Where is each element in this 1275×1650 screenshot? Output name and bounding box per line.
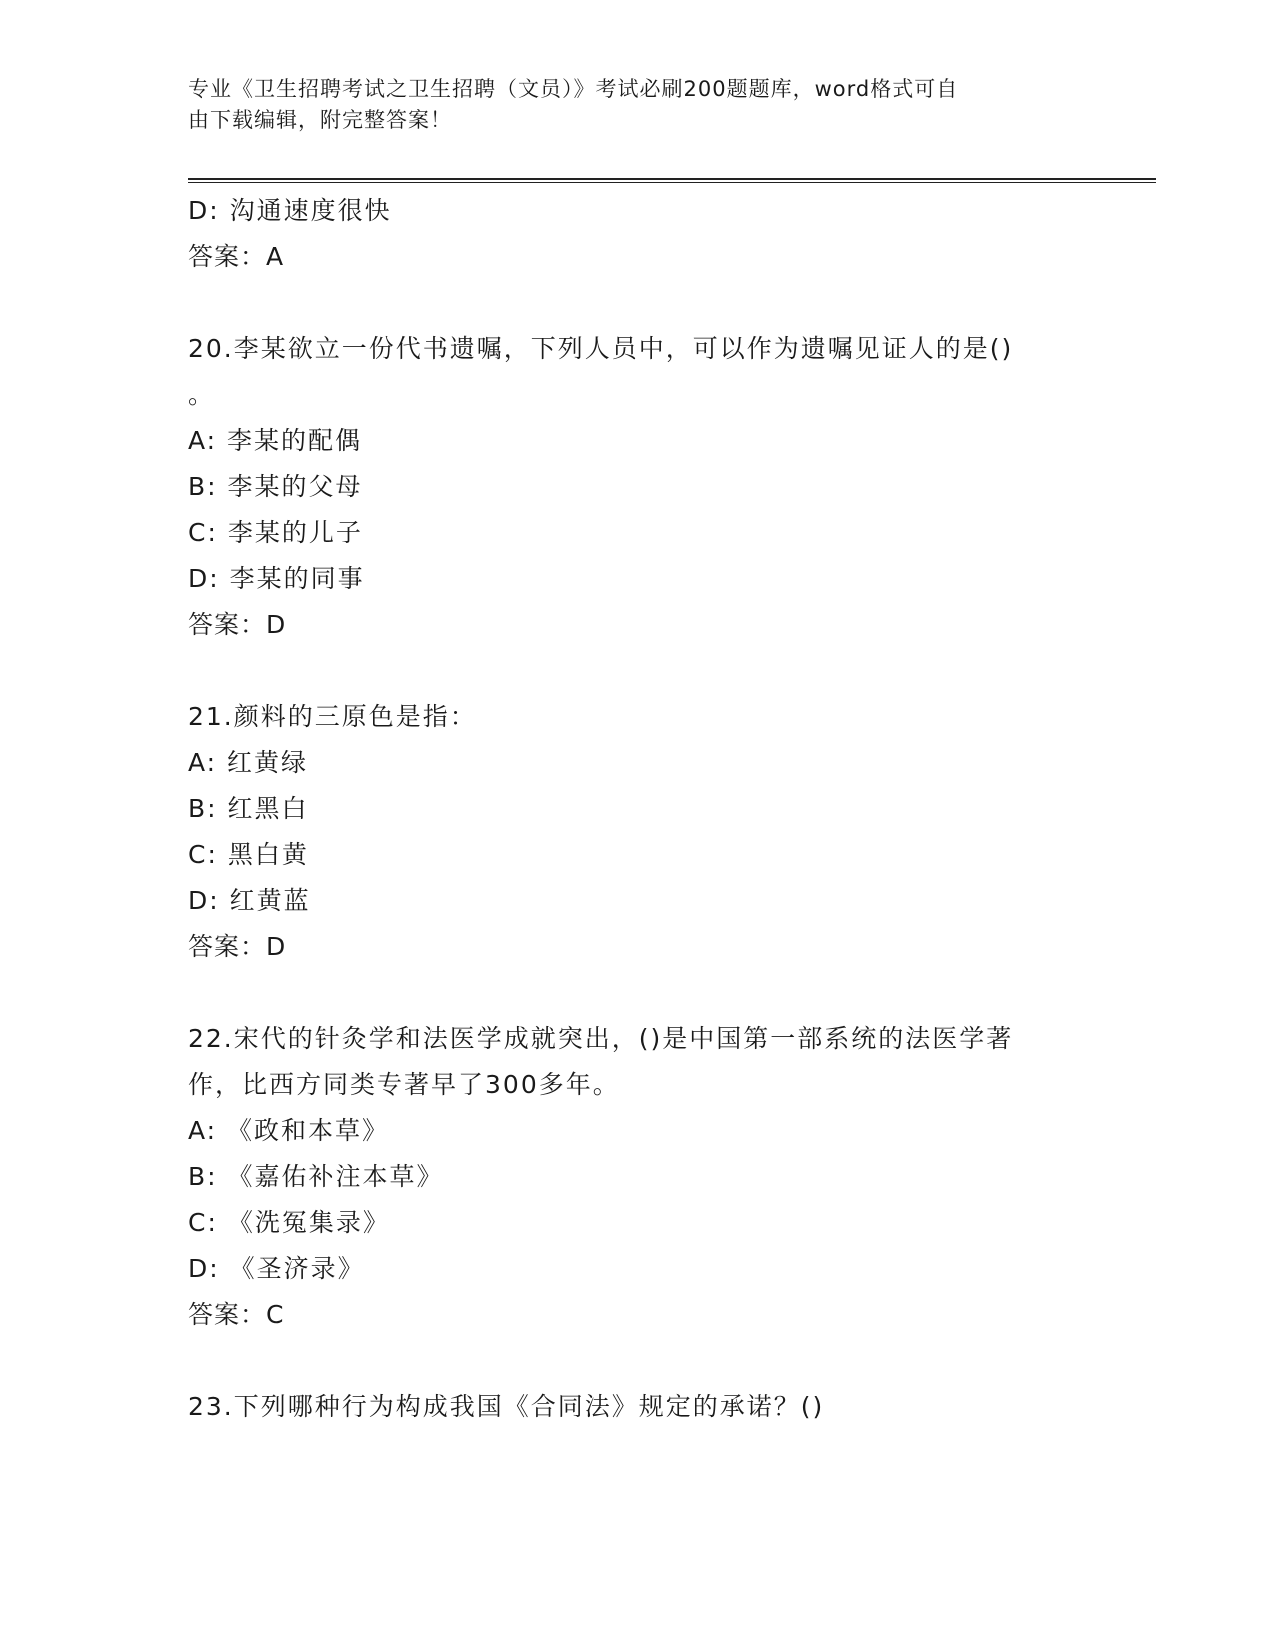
- option-b: B: 李某的父母: [188, 472, 363, 501]
- question-text-cont: 。: [188, 380, 216, 409]
- question-text: 20.李某欲立一份代书遗嘱，下列人员中，可以作为遗嘱见证人的是(): [188, 334, 1014, 363]
- option-d: D: 《圣济录》: [188, 1254, 365, 1283]
- question-text: 21.颜料的三原色是指：: [188, 702, 477, 731]
- question-text-cont: 作，比西方同类专著早了300多年。: [188, 1070, 620, 1099]
- answer: 答案：C: [188, 1300, 285, 1329]
- option-c: C: 李某的儿子: [188, 518, 363, 547]
- question-text: 22.宋代的针灸学和法医学成就突出，()是中国第一部系统的法医学著: [188, 1024, 1014, 1053]
- header-line-1: 专业《卫生招聘考试之卫生招聘（文员）》考试必刷200题题库，word格式可自: [188, 77, 959, 101]
- question-list: [188, 188, 1088, 1430]
- header-divider: [188, 178, 1156, 183]
- question-22: [188, 1016, 1088, 1338]
- option-a: A: 李某的配偶: [188, 426, 363, 455]
- question-text: 23.下列哪种行为构成我国《合同法》规定的承诺？(): [188, 1392, 825, 1421]
- prev-option-d: D: 沟通速度很快: [188, 196, 392, 225]
- option-a: A: 《政和本草》: [188, 1116, 390, 1145]
- question-23: [188, 1384, 1088, 1430]
- option-c: C: 《洗冤集录》: [188, 1208, 390, 1237]
- question-21: [188, 694, 1088, 970]
- option-a: A: 红黄绿: [188, 748, 309, 777]
- option-d: D: 红黄蓝: [188, 886, 311, 915]
- option-c: C: 黑白黄: [188, 840, 309, 869]
- option-d: D: 李某的同事: [188, 564, 365, 593]
- prev-answer: 答案：A: [188, 242, 285, 271]
- answer: 答案：D: [188, 932, 287, 961]
- option-b: B: 红黑白: [188, 794, 309, 823]
- answer: 答案：D: [188, 610, 287, 639]
- document-header: [188, 74, 1068, 136]
- option-b: B: 《嘉佑补注本草》: [188, 1162, 444, 1191]
- question-20: [188, 326, 1088, 648]
- header-line-2: 由下载编辑，附完整答案！: [188, 108, 452, 132]
